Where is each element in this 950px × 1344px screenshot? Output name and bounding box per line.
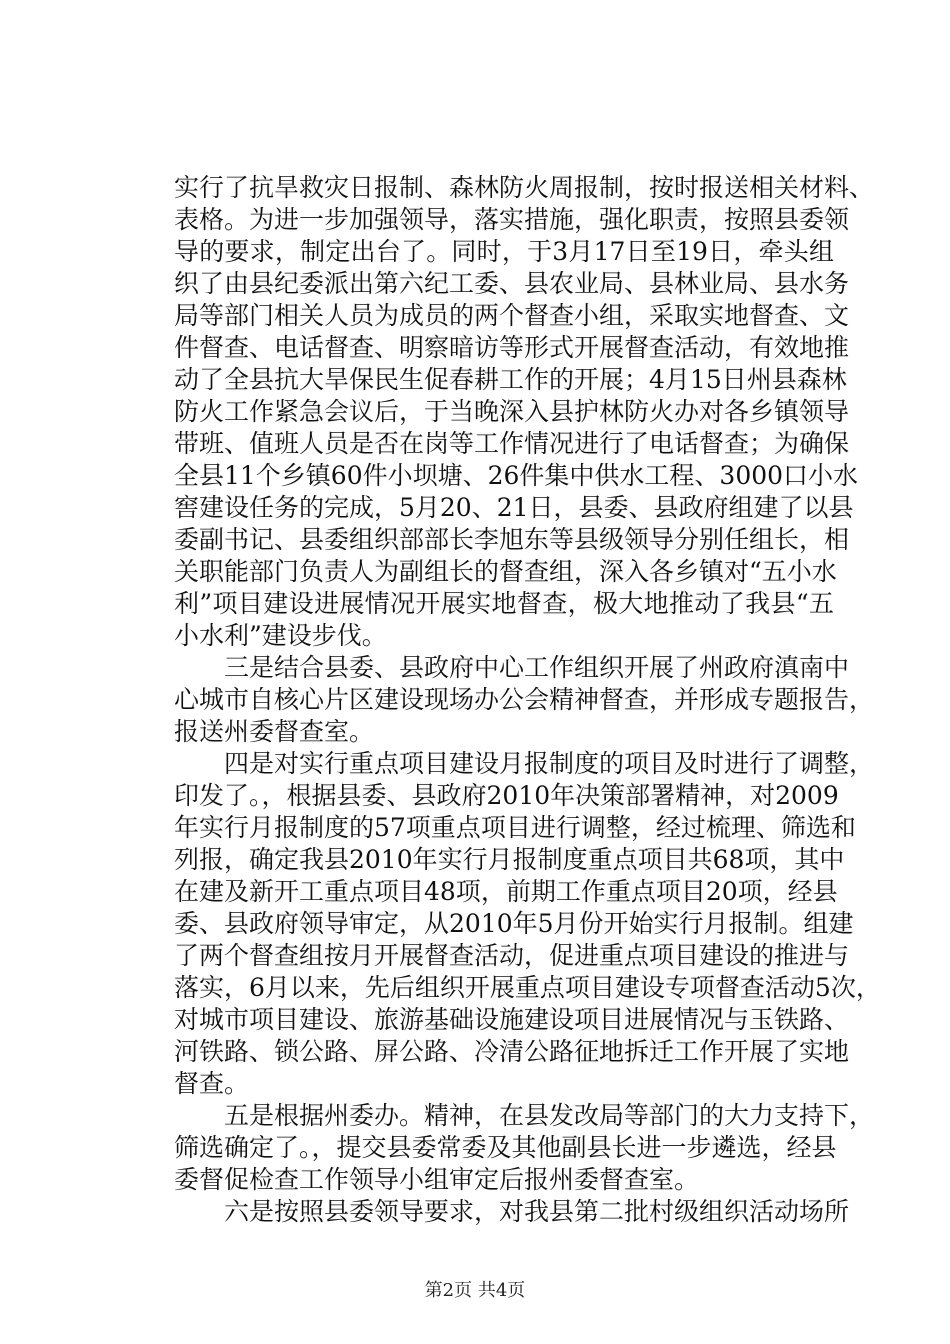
- text-line: 动了全县抗大旱保民生促春耕工作的开展；4月15日州县森林: [174, 365, 847, 394]
- text-line: 防火工作紧急会议后，于当晚深入县护林防火办对各乡镇领导: [174, 397, 850, 426]
- text-line: 年实行月报制度的57项重点项目进行调整，经过梳理、筛选和: [174, 813, 856, 842]
- text-line: 督查。: [174, 1069, 250, 1098]
- text-line: 小水利”建设步伐。: [174, 621, 387, 650]
- text-line: 利”项目建设进展情况开展实地督查，极大地推动了我县“五: [174, 589, 834, 618]
- text-line: 织了由县纪委派出第六纪工委、县农业局、县林业局、县水务: [174, 269, 850, 298]
- text-line: 实行了抗旱救灾日报制、森林防火周报制，按时报送相关材料、: [174, 173, 875, 202]
- text-line: 在建及新开工重点项目48项，前期工作重点项目20项，经县: [174, 877, 838, 906]
- text-line: 六是按照县委领导要求，对我县第二批村级组织活动场所: [174, 1197, 850, 1226]
- text-line: 带班、值班人员是否在岗等工作情况进行了电话督查；为确保: [174, 429, 850, 458]
- text-line: 三是结合县委、县政府中心工作组织开展了州政府滇南中: [174, 653, 850, 682]
- text-line: 表格。为进一步加强领导，落实措施，强化职责，按照县委领: [174, 205, 850, 234]
- text-line: 报送州委督查室。: [174, 717, 375, 746]
- text-line: 列报，确定我县2010年实行月报制度重点项目共68项，其中: [174, 845, 845, 874]
- text-line: 关职能部门负责人为副组长的督查组，深入各乡镇对“五小水: [174, 557, 837, 586]
- text-line: 筛选确定了。，提交县委常委及其他副县长进一步遴选，经县: [174, 1133, 837, 1162]
- text-line: 四是对实行重点项目建设月报制度的项目及时进行了调整，: [174, 749, 875, 778]
- text-line: 河铁路、锁公路、屏公路、冷清公路征地拆迁工作开展了实地: [174, 1037, 850, 1066]
- body-text: [174, 172, 881, 1228]
- text-line: 局等部门相关人员为成员的两个督查小组，采取实地督查、文: [174, 301, 850, 330]
- text-line: 印发了。，根据县委、县政府2010年决策部署精神，对2009: [174, 781, 839, 810]
- text-line: 心城市自核心片区建设现场办公会精神督查，并形成专题报告，: [174, 685, 875, 714]
- text-line: 件督查、电话督查、明察暗访等形式开展督查活动，有效地推: [174, 333, 850, 362]
- text-line: 窖建设任务的完成，5月20、21日，县委、县政府组建了以县: [174, 493, 854, 522]
- text-line: 了两个督查组按月开展督查活动，促进重点项目建设的推进与: [174, 941, 850, 970]
- text-line: 导的要求，制定出台了。同时，于3月17日至19日，牵头组: [174, 237, 834, 266]
- text-line: 五是根据州委办。精神，在县发改局等部门的大力支持下，: [174, 1101, 875, 1130]
- text-line: 对城市项目建设、旅游基础设施建设项目进展情况与玉铁路、: [174, 1005, 850, 1034]
- text-line: 落实，6月以来，先后组织开展重点项目建设专项督查活动5次，: [174, 973, 881, 1002]
- page-number-label: 第2页 共4页: [424, 1280, 526, 1301]
- text-line: 委督促检查工作领导小组审定后报州委督查室。: [174, 1165, 700, 1194]
- text-line: 全县11个乡镇60件小坝塘、26件集中供水工程、3000口小水: [174, 461, 859, 490]
- page-footer: [0, 1276, 950, 1302]
- text-line: 委副书记、县委组织部部长李旭东等县级领导分别任组长，相: [174, 525, 850, 554]
- text-line: 委、县政府领导审定，从2010年5月份开始实行月报制。组建: [174, 909, 854, 938]
